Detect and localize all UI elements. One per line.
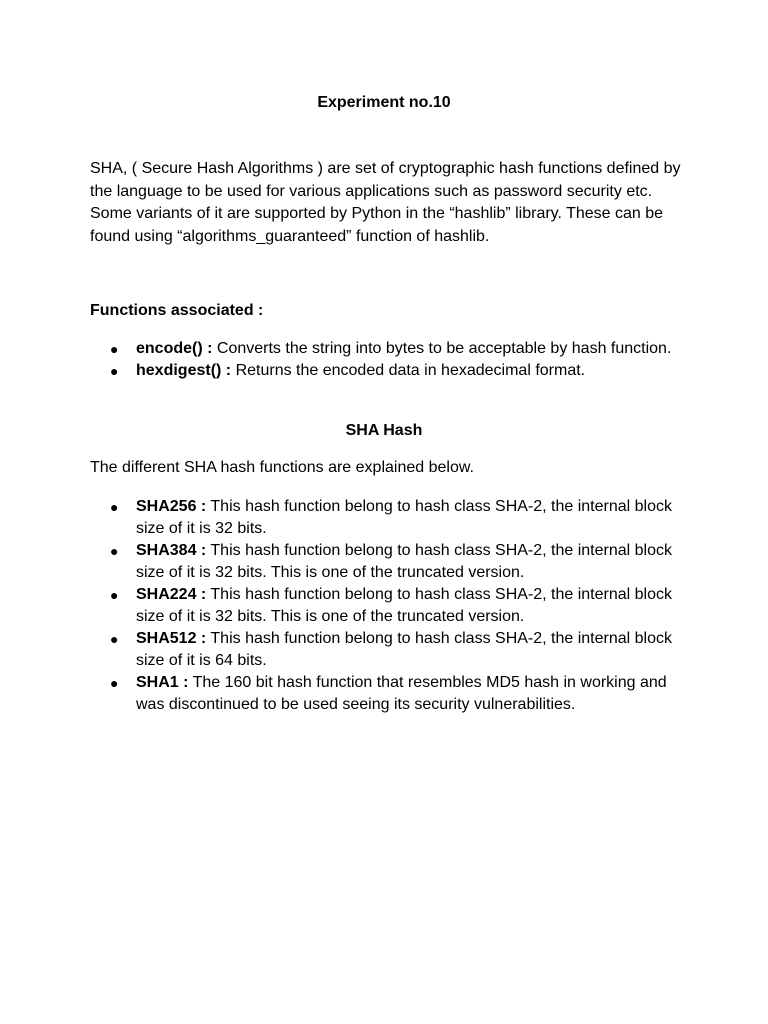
list-item [110,628,690,672]
list-item [110,338,690,360]
sha-description: The 160 bit hash function that resembles MD5 hash in working and was discontinued to be used seeing its security vulnerabilities. [136,674,667,713]
sha-description: This hash function belong to hash class SHA-2, the internal block size of it is 32 bits. [136,498,672,537]
list-item [110,360,690,382]
function-term: encode() : [136,340,213,357]
sha-description: This hash function belong to hash class SHA-2, the internal block size of it is 32 bits. This is one of the truncated version. [136,542,672,581]
bullet-icon: ● [110,631,119,647]
function-description: Converts the string into bytes to be acceptable by hash function. [212,340,672,357]
function-description: Returns the encoded data in hexadecimal format. [231,362,586,379]
sha-heading: SHA Hash [345,422,423,439]
bullet-icon: ● [110,363,119,379]
sha-term: SHA1 : [136,674,189,691]
sha-term: SHA256 : [136,498,207,515]
sha-description: This hash function belong to hash class SHA-2, the internal block size of it is 32 bits. This is one of the truncated version. [136,586,672,625]
bullet-icon: ● [110,587,119,603]
sha-list [110,496,690,716]
bullet-icon: ● [110,499,119,515]
functions-list [110,338,690,382]
document-title: Experiment no.10 [317,94,451,111]
list-item [110,584,690,628]
list-item [110,540,690,584]
functions-heading: Functions associated : [90,302,264,319]
intro-paragraph: SHA, ( Secure Hash Algorithms ) are set of cryptographic hash functions defined by the language to be used for various applications such as password security etc. Some variants of it are supported by Python in the “hashlib” library. These can be found using “algorithms_guaranteed” function of hashlib. [90,160,681,245]
sha-term: SHA512 : [136,630,207,647]
sha-term: SHA224 : [136,586,207,603]
bullet-icon: ● [110,675,119,691]
list-item [110,496,690,540]
sha-term: SHA384 : [136,542,207,559]
sha-description: This hash function belong to hash class SHA-2, the internal block size of it is 64 bits. [136,630,672,669]
sha-intro: The different SHA hash functions are explained below. [90,459,474,476]
function-term: hexdigest() : [136,362,232,379]
bullet-icon: ● [110,543,119,559]
bullet-icon: ● [110,341,119,357]
list-item [110,672,690,716]
